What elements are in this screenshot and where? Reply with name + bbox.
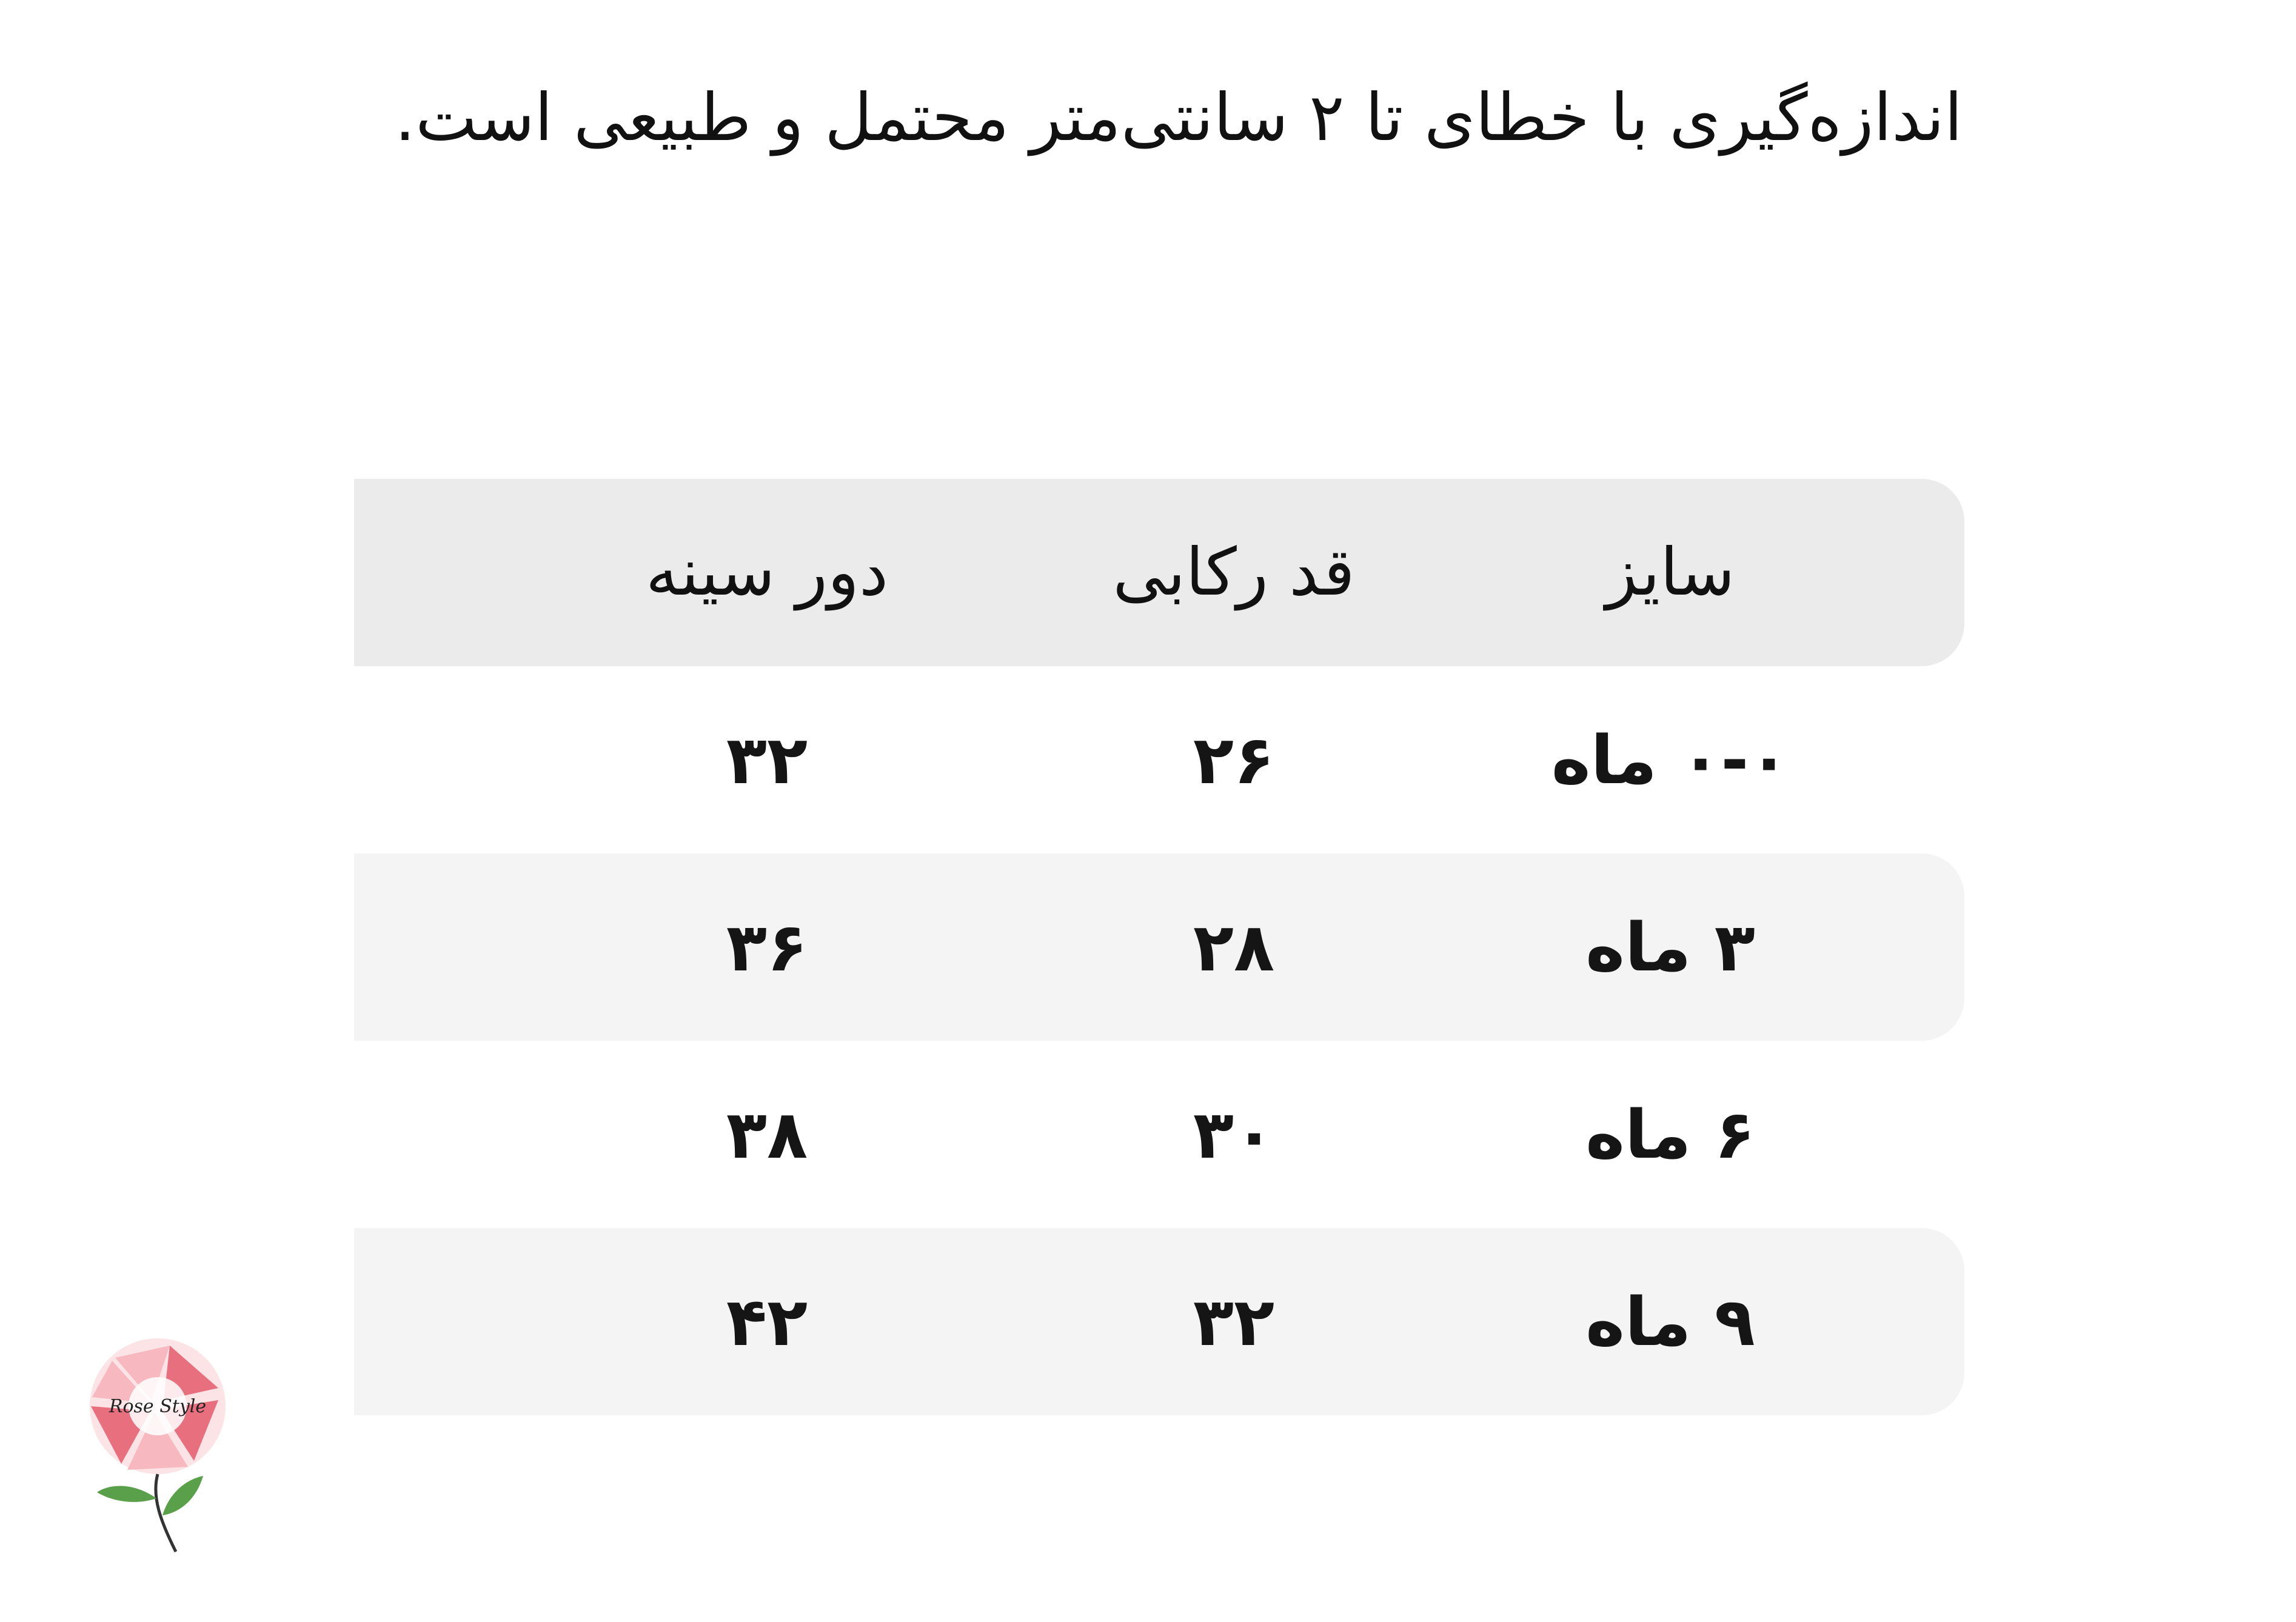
- leaf-shape: [162, 1476, 203, 1515]
- measurement-note: اندازه‌گیری با خطای تا ۲ سانتی‌متر محتمل و طبیعی است.: [394, 80, 1963, 156]
- header-chest: دور سینه: [645, 535, 889, 610]
- chest-cell: ۳۸: [726, 1095, 808, 1173]
- header-size: سایز: [1605, 535, 1735, 610]
- table-row: [354, 1228, 1964, 1415]
- table-row: [354, 666, 1964, 853]
- size-chart-table: [354, 479, 1964, 1415]
- header-length: قد رکابی: [1113, 535, 1355, 610]
- chest-cell: ۳۲: [726, 721, 808, 799]
- size-cell: ۹ ماه: [1585, 1283, 1755, 1361]
- length-cell: ۲۸: [1193, 908, 1275, 986]
- chest-cell: ۳۶: [726, 908, 808, 986]
- size-cell: ۳ ماه: [1585, 908, 1755, 986]
- logo-text: Rose Style: [109, 1396, 207, 1417]
- rose-style-logo: [79, 1333, 236, 1564]
- chest-cell: ۴۲: [726, 1283, 808, 1361]
- leaf-shape: [97, 1486, 156, 1502]
- table-row: [354, 853, 1964, 1041]
- table-header-row: [354, 479, 1964, 666]
- length-cell: ۳۰: [1193, 1095, 1275, 1173]
- table-row: [354, 1041, 1964, 1228]
- size-cell: ۶ ماه: [1585, 1095, 1755, 1173]
- rose-logo-icon: [79, 1333, 236, 1564]
- size-cell: ۰-۰ ماه: [1551, 721, 1790, 799]
- length-cell: ۳۲: [1193, 1283, 1275, 1361]
- length-cell: ۲۶: [1193, 721, 1275, 799]
